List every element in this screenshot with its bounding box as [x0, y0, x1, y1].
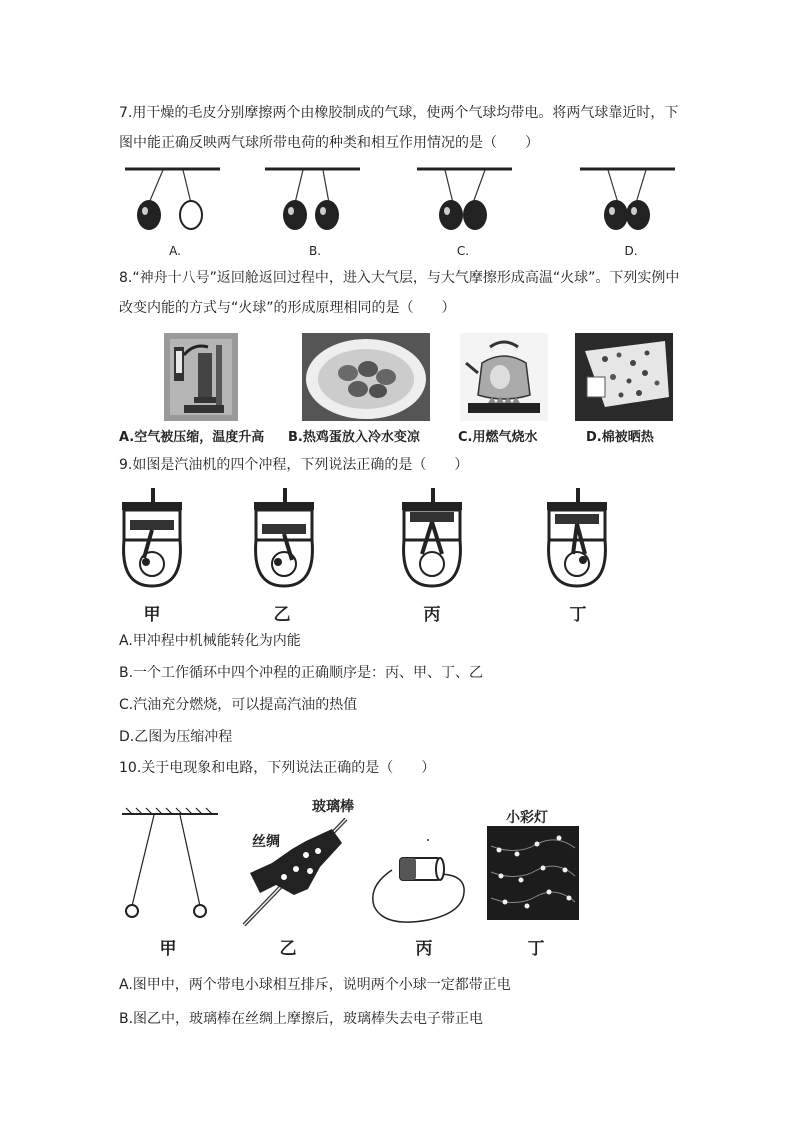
q9-label-jia: 甲 [143, 605, 161, 625]
q7-option-b-label: B. [308, 244, 322, 258]
q9-option-d: D.乙图为压缩冲程 [119, 729, 233, 745]
q7-option-a-figure [125, 165, 220, 235]
q7-option-c-figure [417, 165, 512, 235]
q8-caption-c: C.用燃气烧水 [458, 430, 538, 445]
q10-label-ding: 丁 [527, 939, 545, 959]
q9-option-a: A.甲冲程中机械能转化为内能 [119, 633, 301, 649]
q8-photo-c-kettle-on-gas [460, 333, 548, 421]
q7-stem-line2: 图中能正确反映两气球所带电荷的种类和相互作用情况的是（ ） [119, 135, 539, 151]
q9-engine-yi [252, 488, 316, 588]
q8-caption-b: B.热鸡蛋放入冷水变凉 [288, 430, 420, 445]
q10-fig-yi-silk-and-rod [236, 815, 358, 931]
q9-stem: 9.如图是汽油机的四个冲程，下列说法正确的是（ ） [119, 457, 469, 473]
q8-photo-b-eggs-in-water [302, 333, 430, 421]
q9-label-bing: 丙 [423, 605, 441, 625]
q7-stem-line1: 7.用干燥的毛皮分别摩擦两个由橡胶制成的气球，使两个气球均带电。将两气球靠近时，下 [119, 105, 679, 121]
q7-option-d-label: D. [624, 244, 638, 258]
q8-caption-a: A.空气被压缩，温度升高 [119, 430, 265, 445]
q8-photo-d-quilt-sunning [575, 333, 673, 421]
q10-fig-jia-pendulum [122, 808, 218, 920]
q7-option-b-figure [265, 165, 360, 235]
q10-label-yi: 乙 [279, 939, 297, 959]
q10-label-bing: 丙 [415, 939, 433, 959]
q8-photo-a-air-compression [164, 333, 238, 421]
q9-option-b: B.一个工作循环中四个冲程的正确顺序是：丙、甲、丁、乙 [119, 665, 484, 681]
q9-engine-ding [545, 488, 609, 588]
q9-option-c: C.汽油充分燃烧，可以提高汽油的热值 [119, 697, 358, 713]
q10-glass-rod-label: 玻璃棒 [312, 799, 354, 815]
q9-label-ding: 丁 [569, 605, 587, 625]
q10-label-jia: 甲 [159, 939, 177, 959]
q7-option-a-label: A. [169, 244, 181, 258]
q10-option-a: A.图甲中，两个带电小球相互排斥，说明两个小球一定都带正电 [119, 977, 511, 993]
q7-option-d-figure [580, 165, 675, 235]
q10-stem: 10.关于电现象和电路，下列说法正确的是（ ） [119, 760, 436, 776]
q10-lights-label: 小彩灯 [506, 810, 548, 826]
q9-engine-jia [120, 488, 184, 588]
q10-fig-bing-battery-circuit [368, 836, 470, 926]
q8-stem-line1: 8.“神舟十八号”返回舱返回过程中，进入大气层，与大气摩擦形成高温“火球”。下列实例中 [119, 270, 680, 286]
q10-silk-label: 丝绸 [252, 834, 280, 850]
q10-fig-ding-string-lights [487, 826, 579, 920]
q9-label-yi: 乙 [273, 605, 291, 625]
q9-engine-bing [400, 488, 464, 588]
q8-caption-d: D.棉被晒热 [586, 430, 654, 445]
q7-option-c-label: C. [456, 244, 470, 258]
q8-stem-line2: 改变内能的方式与“火球”的形成原理相同的是（ ） [119, 300, 456, 316]
q10-option-b: B.图乙中，玻璃棒在丝绸上摩擦后，玻璃棒失去电子带正电 [119, 1011, 484, 1027]
